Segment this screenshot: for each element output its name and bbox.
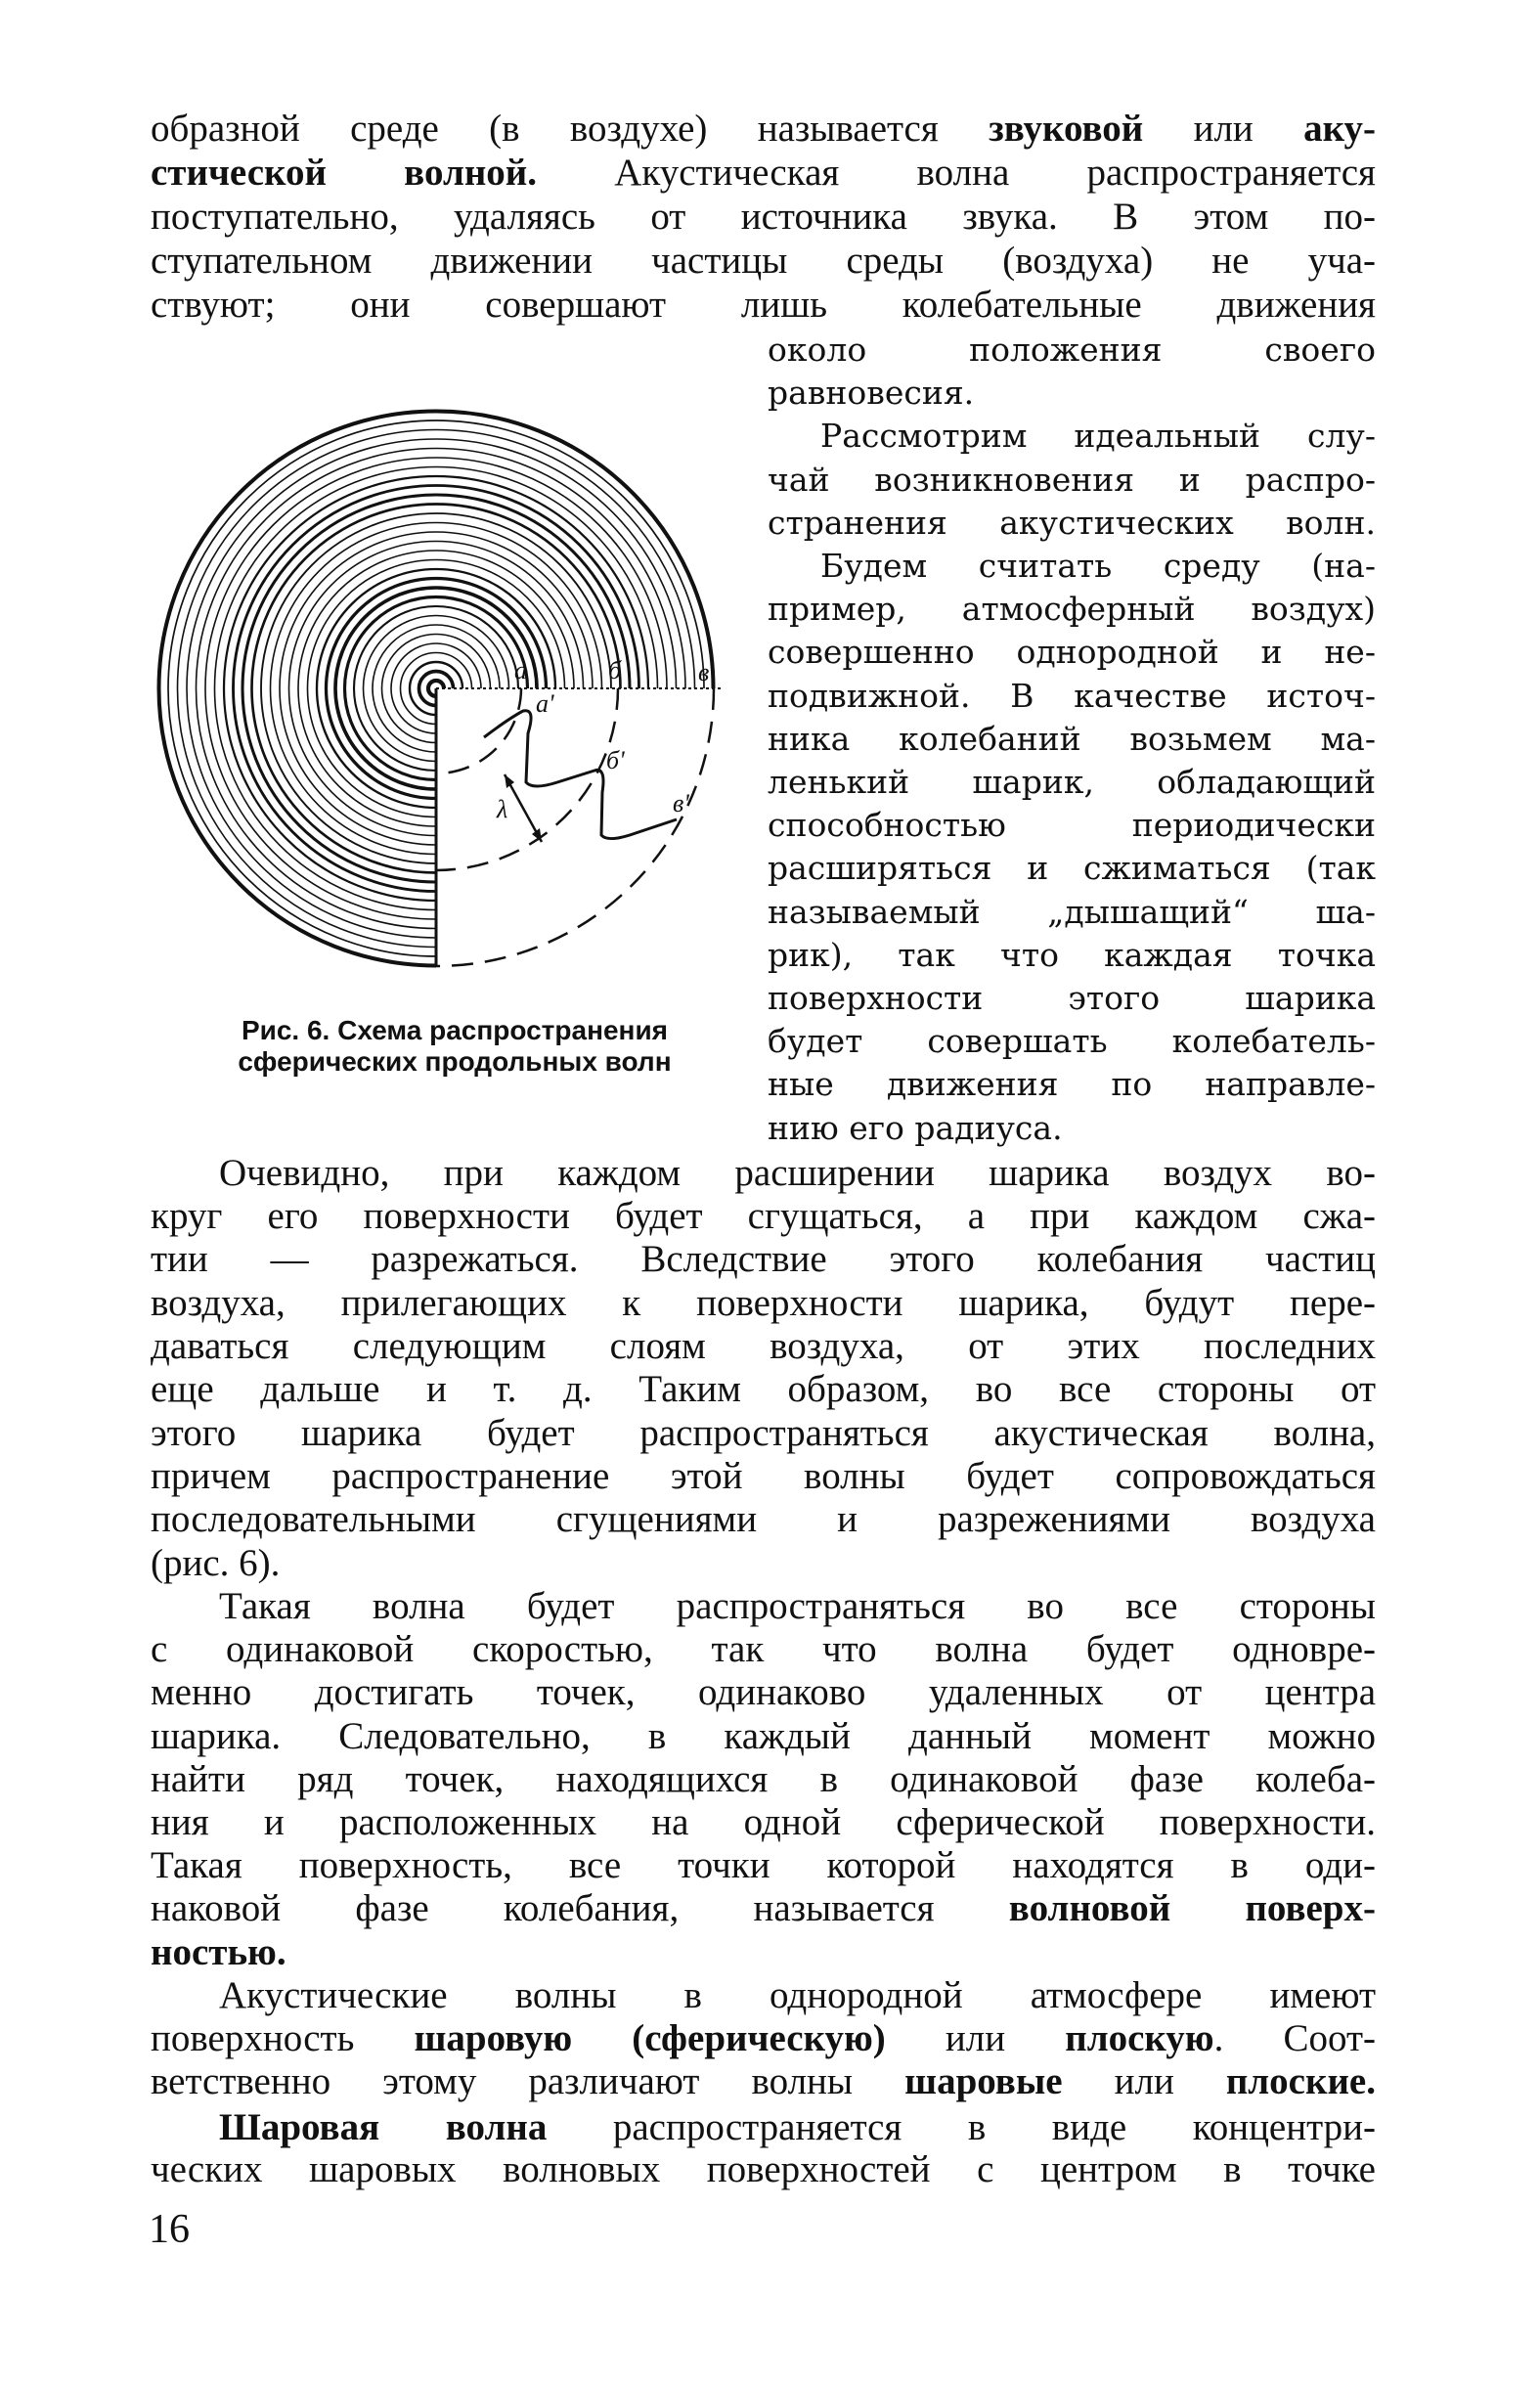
label-b: б [608,656,622,684]
text-segment: ствуют; они совершают лишь колебательные движения [151,283,1376,326]
page-number: 16 [149,2207,190,2252]
bold-term: шаровую (сферическую) [414,2017,886,2060]
text-line [151,107,1376,151]
label-v-prime: в' [673,789,689,817]
text-segment: пример, атмосферный воздух) [768,590,1376,629]
text-segment: поступательно, удаляясь от источника звука. В этом по- [151,195,1376,238]
label-b-prime: б' [606,746,625,774]
text-line [768,459,1376,502]
text-line [151,1585,1376,1628]
text-line [151,195,1376,239]
text-segment: последовательными сгущениями и разрежениями воздуха [151,1498,1376,1541]
text-segment: Такая поверхность, все точки которой находятся в оди- [151,1844,1376,1887]
text-line [768,891,1376,934]
text-line [768,588,1376,631]
text-line [768,761,1376,804]
text-segment: еще дальше и т. д. Таким образом, во все стороны от [151,1368,1376,1411]
text-segment: Рис. 6. Схема распространения [241,1015,669,1045]
bold-term: волновой поверх- [1008,1887,1376,1930]
bold-term: Шаровая волна [219,2105,548,2148]
text-line [151,1887,1376,1930]
text-segment: рик), так что каждая точка [768,935,1376,974]
text-segment: ленький шарик, обладающий [768,762,1376,801]
text-line [151,1282,1376,1325]
text-line [768,372,1376,415]
text-line [768,675,1376,718]
text-segment: равновесия. [768,374,975,413]
text-line [151,151,1376,195]
text-line [151,1715,1376,1758]
text-segment: ные движения по направле- [768,1065,1376,1104]
text-segment: ника колебаний возьмем ма- [768,719,1376,758]
label-lambda: λ [497,795,508,823]
text-segment: даваться следующим слоям воздуха, от этих последних [151,1325,1376,1368]
text-line [768,415,1376,458]
bold-term: плоскую [1065,2017,1214,2060]
label-a-prime: а' [536,689,554,718]
bold-term: стической волной. [151,151,538,194]
text-segment: чай возникновения и распро- [768,460,1376,499]
bold-term: аку- [1303,107,1376,150]
text-segment: тии — разрежаться. Вследствие этого колебания частиц [151,1238,1376,1281]
text-segment: с одинаковой скоростью, так что волна будет одновре- [151,1628,1376,1671]
text-segment: воздуха, прилегающих к поверхности шарика, будут пере- [151,1281,1376,1324]
text-line [151,1671,1376,1714]
text-segment: поверхности этого шарика [768,978,1376,1017]
text-segment: . Соот- [1213,2017,1376,2060]
text-line [151,1542,1376,1585]
displacement-wave-curve [484,711,677,839]
text-segment: ветственно этому различают волны [151,2060,905,2103]
text-line [151,1498,1376,1541]
text-line [151,1412,1376,1455]
text-line [768,545,1376,588]
text-line [768,934,1376,977]
text-line [768,1020,1376,1063]
text-segment: круг его поверхности будет сгущаться, а при каждом сжа- [151,1195,1376,1238]
text-segment: Будем считать среду (на- [820,546,1376,585]
text-line [768,977,1376,1020]
text-segment: сферических продольных волн [238,1046,672,1077]
bold-term: шаровые [904,2060,1063,2103]
text-line [768,1107,1376,1150]
text-line [768,502,1376,545]
text-line [151,1368,1376,1411]
text-segment: причем распространение этой волны будет сопровождаться [151,1454,1376,1497]
text-segment: странения акустических волн. [768,503,1376,542]
text-segment: способностью периодически [768,806,1376,845]
bold-term: плоские. [1225,2060,1376,2103]
text-line [151,1974,1376,2017]
wavefront-arc [436,688,521,773]
label-v: в [698,658,710,686]
text-segment: ступательном движении частицы среды (воздуха) не уча- [151,239,1376,282]
text-segment: подвижной. В качестве источ- [768,676,1376,715]
text-line [151,1238,1376,1281]
text-line [768,804,1376,847]
text-segment: Акустические волны в однородной атмосфере имеют [219,1973,1376,2016]
text-line [151,1152,1376,1195]
text-segment: Такая волна будет распространяться во все стороны [219,1584,1376,1627]
text-line [768,329,1376,372]
text-segment: называемый „дышащий“ ша- [768,892,1376,931]
text-line [151,239,1376,283]
text-line [151,283,1376,327]
text-line [151,1758,1376,1801]
wavefront-arc [436,688,714,966]
text-line [151,1455,1376,1498]
text-segment: совершенно однородной и не- [768,633,1376,672]
text-line [151,2148,1376,2190]
text-segment: или [1143,107,1304,150]
text-line [151,2017,1376,2060]
text-segment: ния и расположенных на одной сферической поверхности. [151,1800,1376,1843]
text-segment: наковой фазе колебания, называется [151,1887,1009,1930]
text-segment: будет совершать колебатель- [768,1022,1376,1061]
text-segment: найти ряд точек, находящихся в одинаковой фазе колеба- [151,1757,1376,1800]
text-line [151,1931,1376,1974]
text-segment: расширяться и сжиматься (так [768,849,1376,888]
text-segment: этого шарика будет распространяться акустическая волна, [151,1411,1376,1454]
label-a: а [514,656,527,684]
text-line [768,631,1376,674]
text-segment: или [1062,2060,1226,2103]
text-segment: менно достигать точек, одинаково удаленных от центра [151,1671,1376,1714]
text-segment: образной среде (в воздухе) называется [151,107,990,150]
wavelength-arrow [505,774,542,842]
text-line [151,1628,1376,1671]
text-line [768,1063,1376,1106]
text-line [191,1015,719,1046]
text-segment: около положения своего [768,330,1376,369]
text-segment: (рис. 6). [151,1541,281,1584]
text-segment: распространяется в виде концентри- [547,2105,1376,2148]
text-line [151,2060,1376,2103]
bold-term: звуковой [989,107,1144,150]
text-line [768,847,1376,890]
text-segment: Акустическая волна распространяется [537,151,1376,194]
text-segment: поверхность [151,2017,415,2060]
text-line [151,2106,1376,2148]
text-line [151,1195,1376,1238]
wavefront-dashed-arcs [436,688,714,966]
text-line [151,1801,1376,1844]
text-segment: нию его радиуса. [768,1108,1063,1147]
text-segment: ческих шаровых волновых поверхностей с центром в точке [151,2147,1376,2190]
text-segment: шарика. Следовательно, в каждый данный момент можно [151,1714,1376,1757]
bold-term: ностью. [151,1930,286,1973]
text-line [151,1325,1376,1368]
text-segment: Очевидно, при каждом расширении шарика воздух во- [219,1151,1376,1194]
text-line [768,718,1376,761]
text-line [151,1844,1376,1887]
text-segment: Рассмотрим идеальный слу- [820,417,1376,456]
text-line [191,1046,719,1078]
text-segment: или [885,2017,1066,2060]
